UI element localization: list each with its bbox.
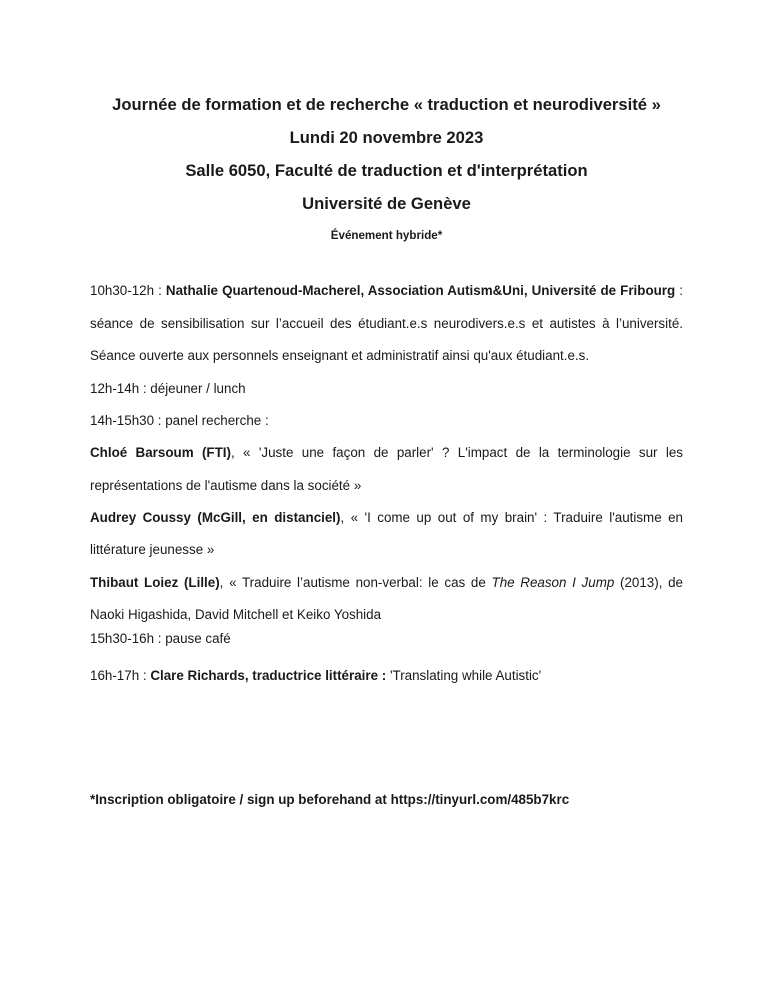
program-line — [90, 315, 683, 333]
program-line — [90, 509, 683, 527]
program-text: 14h-15h30 : panel recherche : — [90, 413, 269, 428]
program-line — [90, 630, 683, 648]
event-university: Université de Genève — [302, 194, 471, 213]
event-title: Journée de formation et de recherche « traduction et neurodiversité » — [112, 95, 661, 114]
program-line — [90, 412, 683, 430]
program-text: 'Translating while Autistic' — [386, 668, 542, 683]
registration-note: *Inscription obligatoire / sign up beforehand at https://tinyurl.com/485b7krc — [90, 792, 570, 807]
speaker-name: Nathalie Quartenoud-Macherel, Association Autism&Uni, Université de Fribourg — [165, 283, 676, 298]
book-title: The Reason I Jump — [491, 575, 615, 590]
speaker-name: Clare Richards, traductrice littéraire : — [150, 668, 387, 683]
program-line — [90, 380, 683, 398]
program-text: 10h30-12h : — [90, 283, 166, 298]
event-venue: Salle 6050, Faculté de traduction et d'interprétation — [185, 161, 588, 180]
program-line — [90, 477, 683, 495]
program-text: , « Traduire l’autisme non-verbal: le cas de — [219, 575, 492, 590]
speaker-name: Chloé Barsoum (FTI) — [90, 445, 231, 460]
program-text: , « 'Juste une façon de parler' ? L'impact de la terminologie sur les — [230, 445, 683, 460]
program-line — [90, 282, 683, 300]
program-text: Naoki Higashida, David Mitchell et Keiko Yoshida — [90, 607, 382, 622]
speaker-name: Thibaut Loiez (Lille) — [90, 575, 220, 590]
program-text: 16h-17h : — [90, 668, 151, 683]
program-text: séance de sensibilisation sur l’accueil des étudiant.e.s neurodivers.e.s et autistes à l’université. — [90, 316, 683, 331]
program-text: , « 'I come up out of my brain' : Traduire l'autisme en — [340, 510, 683, 525]
program-text: littérature jeunesse » — [90, 542, 215, 557]
program-text: : — [675, 283, 683, 298]
event-date: Lundi 20 novembre 2023 — [289, 128, 484, 147]
program-text: représentations de l'autisme dans la société » — [90, 478, 362, 493]
event-format: Événement hybride* — [330, 229, 443, 242]
program-text: Séance ouverte aux personnels enseignant et administratif ainsi qu'aux étudiant.e.s. — [90, 348, 590, 363]
program-text: (2013), de — [614, 575, 684, 590]
speaker-name: Audrey Coussy (McGill, en distanciel) — [90, 510, 341, 525]
program-line — [90, 606, 683, 624]
program-line — [90, 444, 683, 462]
program-line — [90, 347, 683, 365]
program-line — [90, 667, 683, 685]
program-text: 12h-14h : déjeuner / lunch — [90, 381, 246, 396]
program-text: 15h30-16h : pause café — [90, 631, 231, 646]
program-line — [90, 541, 683, 559]
program-line — [90, 574, 683, 592]
